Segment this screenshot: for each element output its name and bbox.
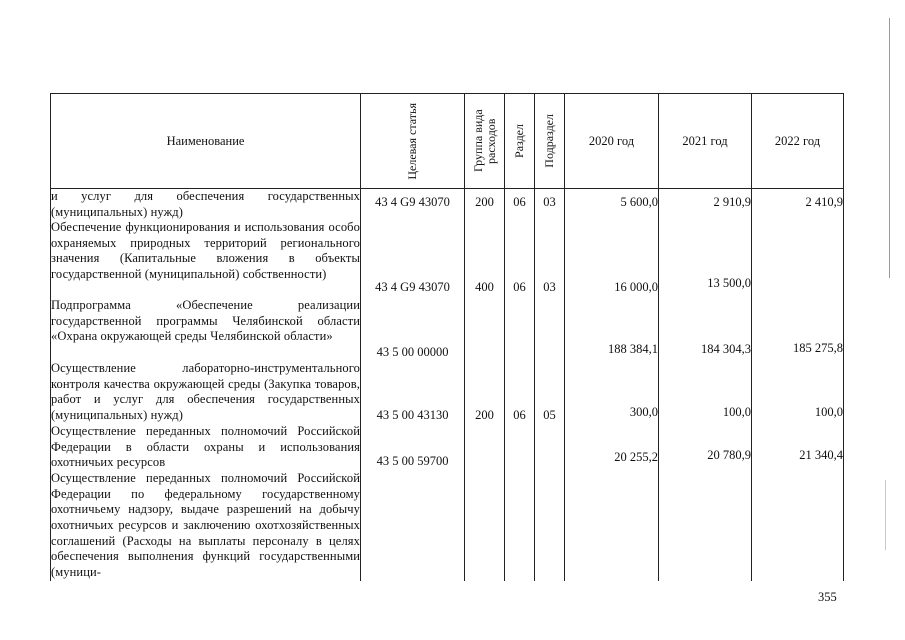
row-2022: 185 275,8 bbox=[752, 298, 844, 361]
table-row bbox=[51, 471, 844, 581]
row-2022: 21 340,4 bbox=[752, 424, 844, 471]
row-group: 200 bbox=[465, 189, 505, 221]
row-2022 bbox=[752, 471, 844, 581]
row-name: Обеспечение функционирования и использования особо охраняемых природных территорий регионального значения (Капитальные вложения в объекты государственной (муниципальной) собственности) bbox=[51, 220, 361, 298]
scan-edge-line bbox=[885, 480, 886, 550]
row-group: 200 bbox=[465, 361, 505, 424]
header-subsection: Подраздел bbox=[535, 94, 565, 189]
page-number: 355 bbox=[818, 590, 837, 604]
row-2021: 20 780,9 bbox=[659, 424, 752, 471]
scan-edge-line bbox=[889, 18, 890, 278]
row-code: 43 5 00 43130 bbox=[361, 361, 465, 424]
row-code bbox=[361, 471, 465, 581]
table-row bbox=[51, 361, 844, 424]
row-group bbox=[465, 424, 505, 471]
row-2022: 100,0 bbox=[752, 361, 844, 424]
row-section: 06 bbox=[505, 220, 535, 298]
row-name: Осуществление лабораторно-инструментального контроля качества окружающей среды (Закупка товаров, работ и услуг для обеспечения государственных (муниципальных) нужд) bbox=[51, 361, 361, 424]
row-2021: 13 500,0 bbox=[659, 220, 752, 298]
row-section bbox=[505, 298, 535, 361]
row-2021: 100,0 bbox=[659, 361, 752, 424]
header-2021: 2021 год bbox=[659, 94, 752, 189]
row-section bbox=[505, 471, 535, 581]
row-group bbox=[465, 471, 505, 581]
row-name: и услуг для обеспечения государственных (муниципальных) нужд) bbox=[51, 189, 360, 219]
row-code: 43 4 G9 43070 bbox=[361, 189, 465, 221]
row-group bbox=[465, 298, 505, 361]
header-section: Раздел bbox=[505, 94, 535, 189]
row-2021 bbox=[659, 471, 752, 581]
row-2021: 184 304,3 bbox=[659, 298, 752, 361]
row-2022 bbox=[752, 220, 844, 298]
header-name: Наименование bbox=[51, 94, 361, 189]
header-2020: 2020 год bbox=[565, 94, 659, 189]
budget-table bbox=[50, 93, 844, 581]
row-name: Осуществление переданных полномочий Российской Федерации в области охраны и использования охотничьих ресурсов bbox=[51, 424, 360, 470]
table-row bbox=[51, 424, 844, 471]
row-subsection bbox=[535, 471, 565, 581]
row-subsection bbox=[535, 424, 565, 471]
row-subsection: 03 bbox=[535, 220, 565, 298]
row-section: 06 bbox=[505, 189, 535, 221]
row-name: Подпрограмма «Обеспечение реализации государственной программы Челябинской области «Охрана окружающей среды Челябинской области» bbox=[51, 298, 361, 361]
row-2020: 5 600,0 bbox=[565, 189, 659, 221]
row-subsection: 05 bbox=[535, 361, 565, 424]
row-group: 400 bbox=[465, 220, 505, 298]
row-2020: 300,0 bbox=[565, 361, 659, 424]
row-2020: 20 255,2 bbox=[565, 424, 659, 471]
row-code: 43 4 G9 43070 bbox=[361, 220, 465, 298]
row-name: Осуществление переданных полномочий Российской Федерации по федеральному государственному охотничьему надзору, выдаче разрешений на добычу охотничьих ресурсов и заключению охотхозяйственных соглашений (Расходы на выплаты персоналу в целях обеспечения выполнения функций государственными (муници- bbox=[51, 471, 361, 581]
table-row bbox=[51, 189, 844, 221]
row-2020: 16 000,0 bbox=[565, 220, 659, 298]
row-2020 bbox=[565, 471, 659, 581]
row-section bbox=[505, 424, 535, 471]
header-2022: 2022 год bbox=[752, 94, 844, 189]
row-code: 43 5 00 59700 bbox=[361, 424, 465, 471]
row-subsection bbox=[535, 298, 565, 361]
row-2021: 2 910,9 bbox=[659, 189, 752, 221]
row-2022: 2 410,9 bbox=[752, 189, 844, 221]
header-target-item: Целевая статья bbox=[361, 94, 465, 189]
row-2020: 188 384,1 bbox=[565, 298, 659, 361]
row-code: 43 5 00 00000 bbox=[361, 298, 465, 361]
header-expense-group: Группа вида расходов bbox=[465, 94, 505, 189]
table-row bbox=[51, 298, 844, 361]
table-row bbox=[51, 220, 844, 298]
row-section: 06 bbox=[505, 361, 535, 424]
table-header-row bbox=[51, 94, 844, 189]
row-subsection: 03 bbox=[535, 189, 565, 221]
